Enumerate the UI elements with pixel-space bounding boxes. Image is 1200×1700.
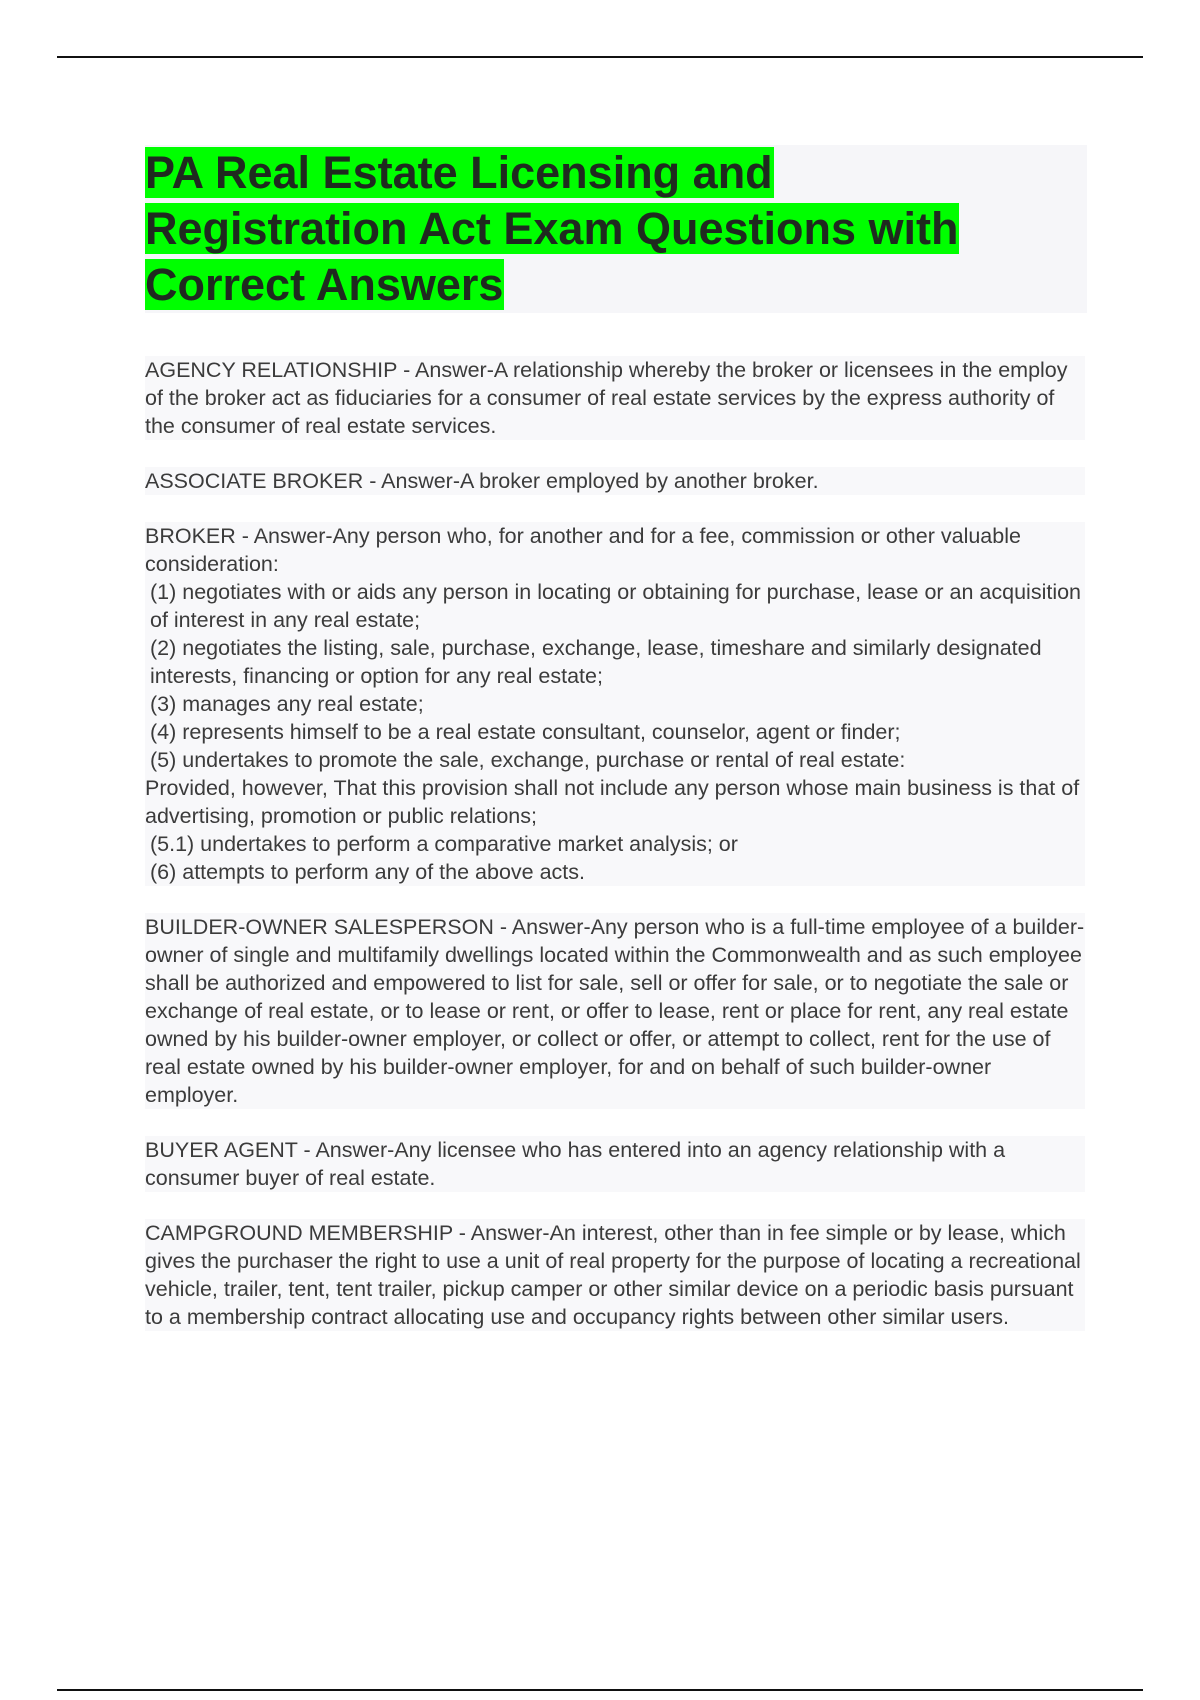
entry-associate-broker <box>145 467 1085 495</box>
broker-item-2: (2) negotiates the listing, sale, purchase, exchange, lease, timeshare and similarly designated interests, financing or option for any real estate; <box>150 636 1042 688</box>
broker-item-5-proviso: Provided, however, That this provision shall not include any person whose main business is that of advertising, promotion or public relations; <box>145 776 1080 828</box>
entry-text: ASSOCIATE BROKER - Answer-A broker employed by another broker. <box>145 469 819 493</box>
title-line-2: Registration Act Exam Questions with <box>145 203 959 254</box>
entry-text: CAMPGROUND MEMBERSHIP - Answer-An interest, other than in fee simple or by lease, which gives the purchaser the right to use a unit of real property for the purpose of locating a recreational vehicle, trailer, tent, tent trailer, pickup camper or other similar device on a periodic basis pursuant to a membership contract allocating use and occupancy rights between other similar users. <box>145 1221 1081 1329</box>
broker-item-3: (3) manages any real estate; <box>150 692 424 716</box>
entry-text: BUYER AGENT - Answer-Any licensee who has entered into an agency relationship with a consumer buyer of real estate. <box>145 1138 1006 1190</box>
broker-item-5-1: (5.1) undertakes to perform a comparative market analysis; or <box>150 832 738 856</box>
document-title <box>145 145 1087 313</box>
entry-builder-owner-salesperson <box>145 913 1085 1109</box>
broker-item-4: (4) represents himself to be a real estate consultant, counselor, agent or finder; <box>150 720 901 744</box>
entry-broker <box>145 522 1085 886</box>
entry-text: BROKER - Answer-Any person who, for another and for a fee, commission or other valuable consideration: <box>145 524 1021 576</box>
entry-text: BUILDER-OWNER SALESPERSON - Answer-Any person who is a full-time employee of a builder-owner of single and multifamily dwellings located within the Commonwealth and as such employee shall be authorized and empowered to list for sale, sell or offer for sale, or to negotiate the sale or exchange of real estate, or to lease or rent, or offer to lease, rent or place for rent, any real estate owned by his builder-owner employer, or collect or offer, or attempt to collect, rent for the use of real estate owned by his builder-owner employer, for and on behalf of such builder-owner employer. <box>145 915 1085 1107</box>
top-rule <box>57 56 1143 58</box>
broker-item-5: (5) undertakes to promote the sale, exchange, purchase or rental of real estate: <box>150 748 906 772</box>
title-block <box>145 145 1087 313</box>
entry-buyer-agent <box>145 1136 1085 1192</box>
document-body <box>145 356 1085 1358</box>
broker-item-6: (6) attempts to perform any of the above acts. <box>150 860 585 884</box>
broker-item-1: (1) negotiates with or aids any person in locating or obtaining for purchase, lease or an acquisition of interest in any real estate; <box>150 580 1082 632</box>
entry-text: AGENCY RELATIONSHIP - Answer-A relationship whereby the broker or licensees in the employ of the broker act as fiduciaries for a consumer of real estate services by the express authority of the consumer of real estate services. <box>145 358 1068 438</box>
entry-agency-relationship <box>145 356 1085 440</box>
title-line-3: Correct Answers <box>145 259 504 310</box>
title-line-1: PA Real Estate Licensing and <box>145 147 773 198</box>
bottom-rule <box>57 1689 1143 1691</box>
entry-campground-membership <box>145 1219 1085 1331</box>
